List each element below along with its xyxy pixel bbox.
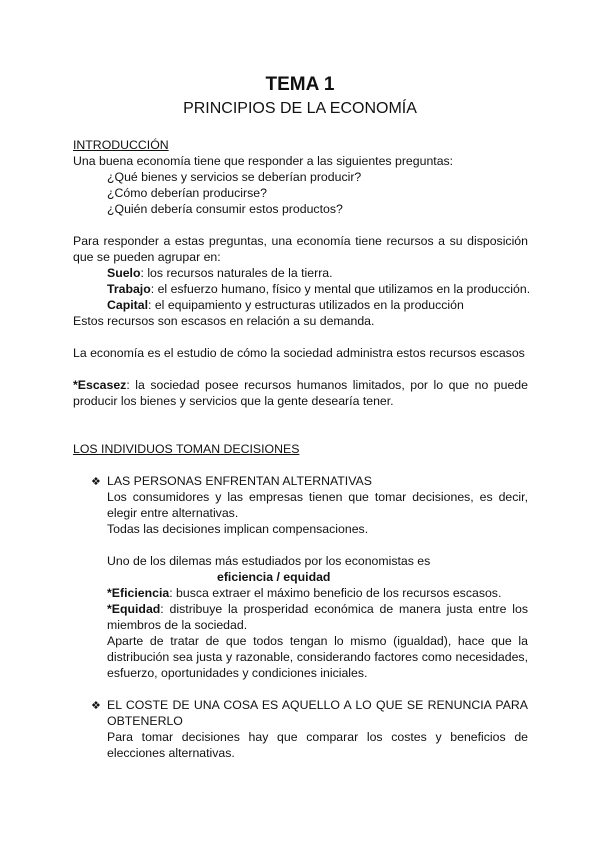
bullet-text: Para tomar decisiones hay que comparar los costes y beneficios de bbox=[107, 730, 528, 744]
resource-suelo bbox=[107, 266, 333, 281]
page-subtitle: PRINCIPIOS DE LA ECONOMÍA bbox=[183, 100, 417, 117]
escasez-term: *Escasez bbox=[73, 378, 127, 392]
intro-lead: Una buena economía tiene que responder a las siguientes preguntas: bbox=[73, 154, 454, 168]
resource-desc: : los recursos naturales de la tierra. bbox=[140, 266, 333, 280]
section-heading: LOS INDIVIDUOS TOMAN DECISIONES bbox=[73, 442, 300, 456]
bullet-text: miembros de la sociedad. bbox=[107, 618, 248, 632]
eficiencia-definition: *Eficiencia: busca extraer el máximo beneficio de los recursos escasos. bbox=[107, 586, 502, 600]
page-title: TEMA 1 bbox=[265, 74, 335, 95]
equidad-term: *Equidad bbox=[107, 602, 161, 616]
resources-paragraph-line: Para responder a estas preguntas, una economía tiene recursos a su disposición bbox=[73, 234, 528, 248]
bullet-text: elecciones alternativas. bbox=[107, 746, 235, 760]
bullet-text: distribución sea justa y razonable, considerando factores como necesidades, bbox=[107, 650, 528, 664]
eficiencia-term: *Eficiencia bbox=[107, 586, 170, 600]
bullet-text: Los consumidores y las empresas tienen que tomar decisiones, es decir, bbox=[107, 490, 528, 504]
resource-term: Suelo bbox=[107, 266, 141, 280]
intro-heading: INTRODUCCIÓN bbox=[73, 138, 169, 152]
bullet-text: Aparte de tratar de que todos tengan lo mismo (igualdad), hace que la bbox=[107, 634, 528, 648]
resource-term: Capital bbox=[107, 298, 148, 312]
resource-term: Trabajo bbox=[107, 282, 151, 296]
equidad-definition: *Equidad: distribuye la prosperidad económica de manera justa entre los bbox=[107, 602, 528, 616]
bullet-title: EL COSTE DE UNA COSA ES AQUELLO A LO QUE SE RENUNCIA PARA bbox=[107, 698, 528, 712]
bullet-text: esfuerzo, oportunidades y condiciones iniciales. bbox=[107, 666, 368, 680]
question-item: ¿Cómo deberían producirse? bbox=[107, 186, 267, 200]
bullet-text: Uno de los dilemas más estudiados por los economistas es bbox=[107, 554, 431, 568]
bullet-text: Todas las decisiones implican compensaciones. bbox=[107, 522, 369, 536]
resource-capital bbox=[107, 298, 464, 313]
bullet-icon: ❖ bbox=[91, 476, 101, 488]
resource-desc: : el equipamiento y estructuras utilizados en la producción bbox=[148, 298, 464, 312]
bullet-title: OBTENERLO bbox=[107, 714, 183, 728]
escasez-line: *Escasez: la sociedad posee recursos humanos limitados, por lo que no puede bbox=[73, 378, 528, 392]
escasez-line: producir los bienes y servicios que la gente desearía tener. bbox=[73, 394, 394, 408]
bullet-text: elegir entre alternativas. bbox=[107, 506, 239, 520]
bullet-icon: ❖ bbox=[91, 700, 101, 712]
resource-trabajo bbox=[107, 282, 530, 297]
question-item: ¿Quién debería consumir estos productos? bbox=[107, 202, 343, 216]
economy-definition: La economía es el estudio de cómo la sociedad administra estos recursos escasos bbox=[73, 346, 525, 360]
dilemma-label: eficiencia / equidad bbox=[217, 570, 331, 584]
scarce-statement: Estos recursos son escasos en relación a su demanda. bbox=[73, 314, 375, 328]
resource-desc: : el esfuerzo humano, físico y mental que utilizamos en la producción. bbox=[150, 282, 531, 296]
resources-paragraph-line: que se pueden agrupar en: bbox=[73, 250, 221, 264]
bullet-title: LAS PERSONAS ENFRENTAN ALTERNATIVAS bbox=[107, 474, 372, 488]
question-item: ¿Qué bienes y servicios se deberían producir? bbox=[107, 170, 362, 184]
